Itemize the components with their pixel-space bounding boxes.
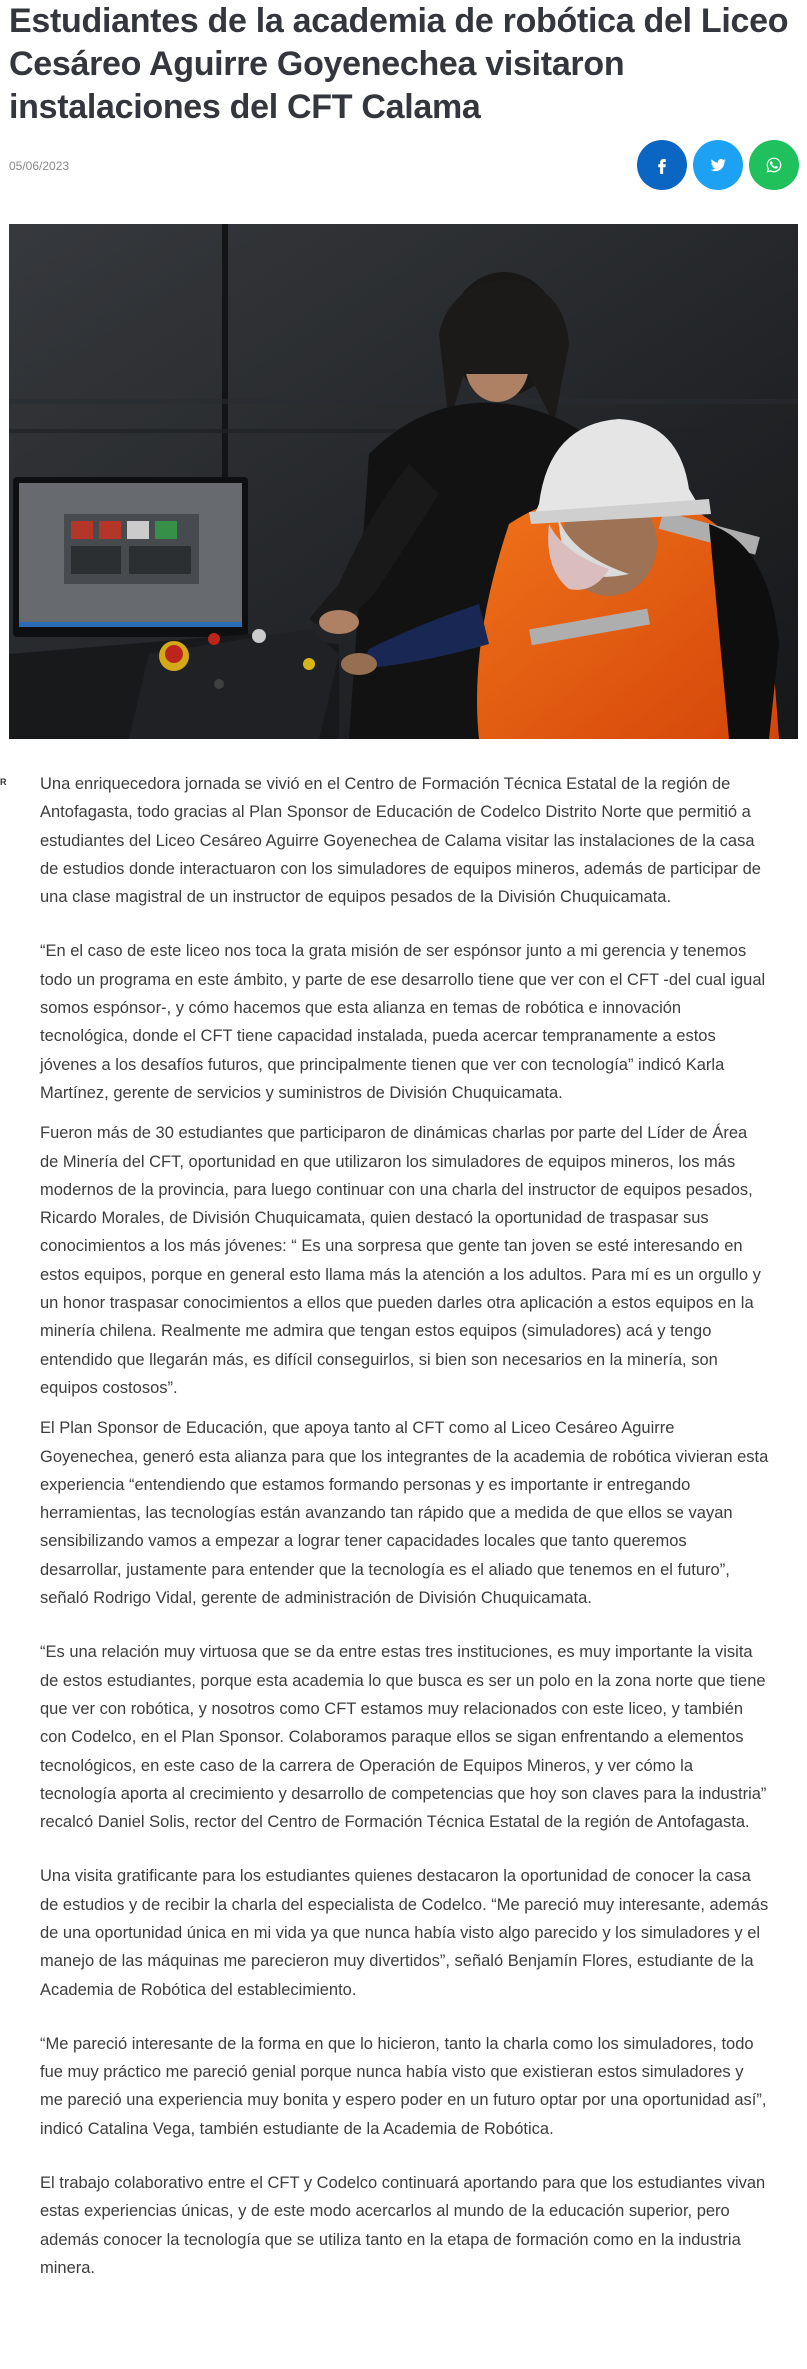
paragraph-3: Fueron más de 30 estudiantes que participaron de dinámicas charlas por parte del Líder de Área de Minería del CFT, oportunidad en que utilizaron los simuladores de equipos mineros, los más modernos de la provincia, para luego continuar con una charla del instructor de equipos pesados, Ricardo Morales, de División Chuquicamata, quien destacó la oportunidad de traspasar sus conocimientos a los más jóvenes: “ Es una sorpresa que gente tan joven se esté interesando en estos equipos, porque en general esto llama más la atención a los adultos. Para mí es un orgullo y un honor traspasar conocimientos a ellos que pueden darles otra aplicación a estos equipos en la minería chilena. Realmente me admira que tengan estos equipos (simuladores) acá y tengo entendido que llegarán más, es difícil conseguirlos, si bien son necesarios en la minería, son equipos costosos”. bbox=[40, 1124, 761, 1397]
article-photo bbox=[9, 224, 798, 739]
paragraph-8: El trabajo colaborativo entre el CFT y Codelco continuará aportando para que los estudiantes vivan estas experiencias únicas, y de este modo acercarlos al mundo de la educación superior, pero además conocer la tecnología que se utiliza tanto en la etapa de formación como en la industria minera. bbox=[40, 2174, 766, 2277]
article-meta bbox=[9, 140, 799, 194]
twitter-icon bbox=[709, 156, 727, 174]
share-twitter-button[interactable] bbox=[693, 140, 743, 190]
whatsapp-icon bbox=[765, 156, 783, 174]
paragraph-5: “Es una relación muy virtuosa que se da entre estas tres instituciones, es muy importante la visita de estos estudiantes, porque esta academia lo que busca es ser un polo en la zona norte que tiene que ver con robótica, y nosotros como CFT estamos muy relacionados con este liceo, y también con Codelco, en el Plan Sponsor. Colaboramos paraque ellos se sigan enfrentando a elementos tecnológicos, en este caso de la carrera de Operación de Equipos Mineros, y ver cómo la tecnología aporta al crecimiento y desarrollo de competencias que hoy son claves para la industria” recalcó Daniel Solis, rector del Centro de Formación Técnica Estatal de la región de Antofagasta. bbox=[40, 1643, 767, 1832]
publish-date: 05/06/2023 bbox=[9, 159, 70, 173]
article-title: Estudiantes de la academia de robótica del Liceo Cesáreo Aguirre Goyenechea visitaron instalaciones del CFT Calama bbox=[9, 2, 789, 126]
paragraph-7: “Me pareció interesante de la forma en que lo hicieron, tanto la charla como los simuladores, todo fue muy práctico me pareció genial porque nunca había visto que existieran estos simuladores y me pareció una experiencia muy bonita y espero poder en un futuro optar por una oportunidad así”, indicó Catalina Vega, también estudiante de la Academia de Robótica. bbox=[40, 2034, 767, 2138]
students-simulator-photo bbox=[9, 224, 798, 739]
paragraph-6: Una visita gratificante para los estudiantes quienes destacaron la oportunidad de conocer la casa de estudios y de recibir la charla del especialista de Codelco. “Me pareció muy interesante, además de una oportunidad única en mi vida ya que nunca había visto algo parecido y los simuladores y el manejo de las máquinas me parecieron muy divertidos”, señaló Benjamín Flores, estudiante de la Academia de Robótica del establecimiento. bbox=[40, 1867, 769, 1999]
facebook-icon bbox=[653, 156, 671, 174]
paragraph-1: Una enriquecedora jornada se vivió en el Centro de Formación Técnica Estatal de la región de Antofagasta, todo gracias al Plan Sponsor de Educación de Codelco Distrito Norte que permitió a estudiantes del Liceo Cesáreo Aguirre Goyenechea de Calama visitar las instalaciones de la casa de estudios donde interactuaron con los simuladores de equipos mineros, además de participar de una clase magistral de un instructor de equipos pesados de la División Chuquicamata. bbox=[40, 775, 761, 907]
share-buttons bbox=[637, 140, 799, 190]
paragraph-4: El Plan Sponsor de Educación, que apoya tanto al CFT como al Liceo Cesáreo Aguirre Goyenechea, generó esta alianza para que los integrantes de la academia de robótica vivieran esta experiencia “entendiendo que estamos formando personas y es importante ir entregando herramientas, las tecnologías están avanzando tan rápido que a medida de que ellos se vayan sensibilizando vamos a empezar a lograr tener capacidades locales que tanto queremos desarrollar, justamente para entender que la tecnología es el aliado que tenemos en el futuro”, señaló Rodrigo Vidal, gerente de administración de División Chuquicamata. bbox=[40, 1419, 769, 1608]
paragraph-2: “En el caso de este liceo nos toca la grata misión de ser espónsor junto a mi gerencia y tenemos todo un programa en este ámbito, y parte de ese desarrollo tiene que ver con el CFT -del cual igual somos espónsor-, y cómo hacemos que esta alianza en temas de robótica e innovación tecnológica, donde el CFT tiene capacidad instalada, pueda acercar tempranamente a estos jóvenes a los desafíos futuros, que principalmente tienen que ver con tecnología” indicó Karla Martínez, gerente de servicios y suministros de División Chuquicamata. bbox=[40, 942, 766, 1102]
article-body bbox=[40, 770, 770, 2308]
side-mark: R bbox=[0, 777, 7, 787]
share-whatsapp-button[interactable] bbox=[749, 140, 799, 190]
share-facebook-button[interactable] bbox=[637, 140, 687, 190]
